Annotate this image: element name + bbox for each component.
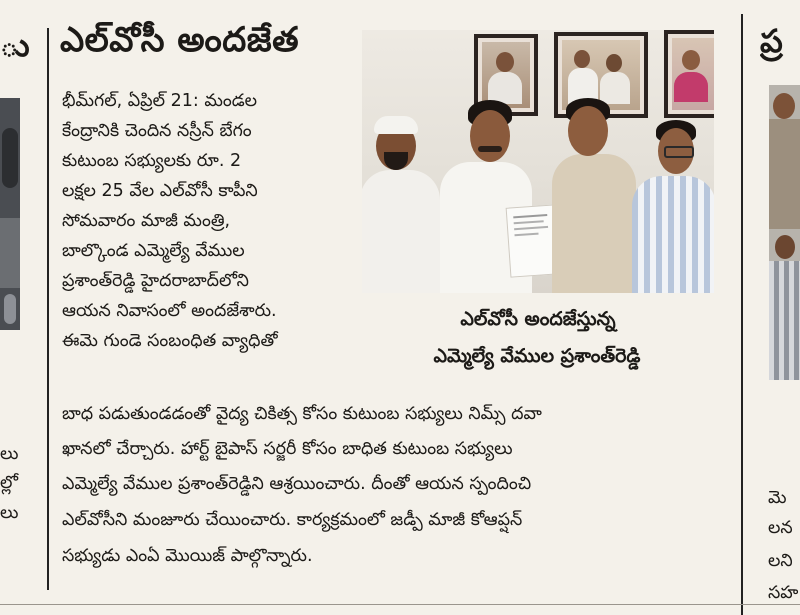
body-line: ఆయన నివాసంలో అందజేశారు. xyxy=(62,301,277,321)
right-line-fragment-4: సహ xyxy=(768,583,799,603)
body-line: లక్షల 25 వేల ఎల్‌వోసీ కాపీని xyxy=(62,181,258,201)
bottom-rule xyxy=(0,604,800,605)
wall-portrait xyxy=(664,30,714,118)
body-line: కుటుంబ సభ్యులకు రూ. 2 xyxy=(62,151,242,171)
right-photo-fragment xyxy=(769,85,800,380)
photo-caption-line-1: ఎల్‌వోసీ అందజేస్తున్న xyxy=(460,308,616,330)
headline: ఎల్‌వోసీ అందజేత xyxy=(60,20,300,60)
column-rule-right xyxy=(741,14,743,615)
news-photo xyxy=(362,30,714,293)
photo-caption-line-2: ఎమ్మెల్యే వేముల ప్రశాంత్‌రెడ్డి xyxy=(433,345,641,367)
left-header-fragment: ు xyxy=(0,26,30,64)
body-line: ఖానలో చేర్చారు. హార్ట్ బైపాస్ సర్జరీ కోసం బాధిత కుటుంబ సభ్యులు xyxy=(62,439,513,459)
right-header-fragment: ప్ర xyxy=(760,22,783,60)
left-line-fragment-3: లు xyxy=(0,503,19,523)
left-photo-fragment xyxy=(0,98,20,330)
body-line: భీమ్‌గల్, ఏప్రిల్ 21: మండల xyxy=(62,91,258,111)
body-line: ఈమె గుండె సంబంధిత వ్యాధితో xyxy=(62,331,278,351)
body-line: సోమవారం మాజీ మంత్రి, xyxy=(62,211,231,231)
body-line: ప్రశాంత్‌రెడ్డి హైదరాబాద్‌లోని xyxy=(62,271,249,291)
body-line: కేంద్రానికి చెందిన నస్రీన్ బేగం xyxy=(62,121,252,141)
column-rule-left xyxy=(47,28,49,590)
body-line: బాల్కొండ ఎమ్మెల్యే వేముల xyxy=(62,241,245,261)
left-line-fragment-1: లు xyxy=(0,444,19,464)
body-line: ఎమ్మెల్యే వేముల ప్రశాంత్‌రెడ్డిని ఆశ్రయించారు. దీంతో ఆయన స్పందించి xyxy=(62,474,532,494)
right-line-fragment-1: మె xyxy=(768,488,787,508)
body-line: ఎల్‌వోసీని మంజూరు చేయించారు. కార్యక్రమంలో జడ్పీ మాజీ కోఆప్షన్ xyxy=(62,510,523,530)
left-line-fragment-2: ల్లో xyxy=(0,473,19,493)
right-line-fragment-3: లని xyxy=(768,551,793,571)
body-line: సభ్యుడు ఎంఏ మొయిజ్ పాల్గొన్నారు. xyxy=(62,546,313,566)
body-line: బాధ పడుతుండడంతో వైద్య చికిత్స కోసం కుటుంబ సభ్యులు నిమ్స్ దవా xyxy=(62,404,542,424)
right-line-fragment-2: లన xyxy=(768,518,793,538)
